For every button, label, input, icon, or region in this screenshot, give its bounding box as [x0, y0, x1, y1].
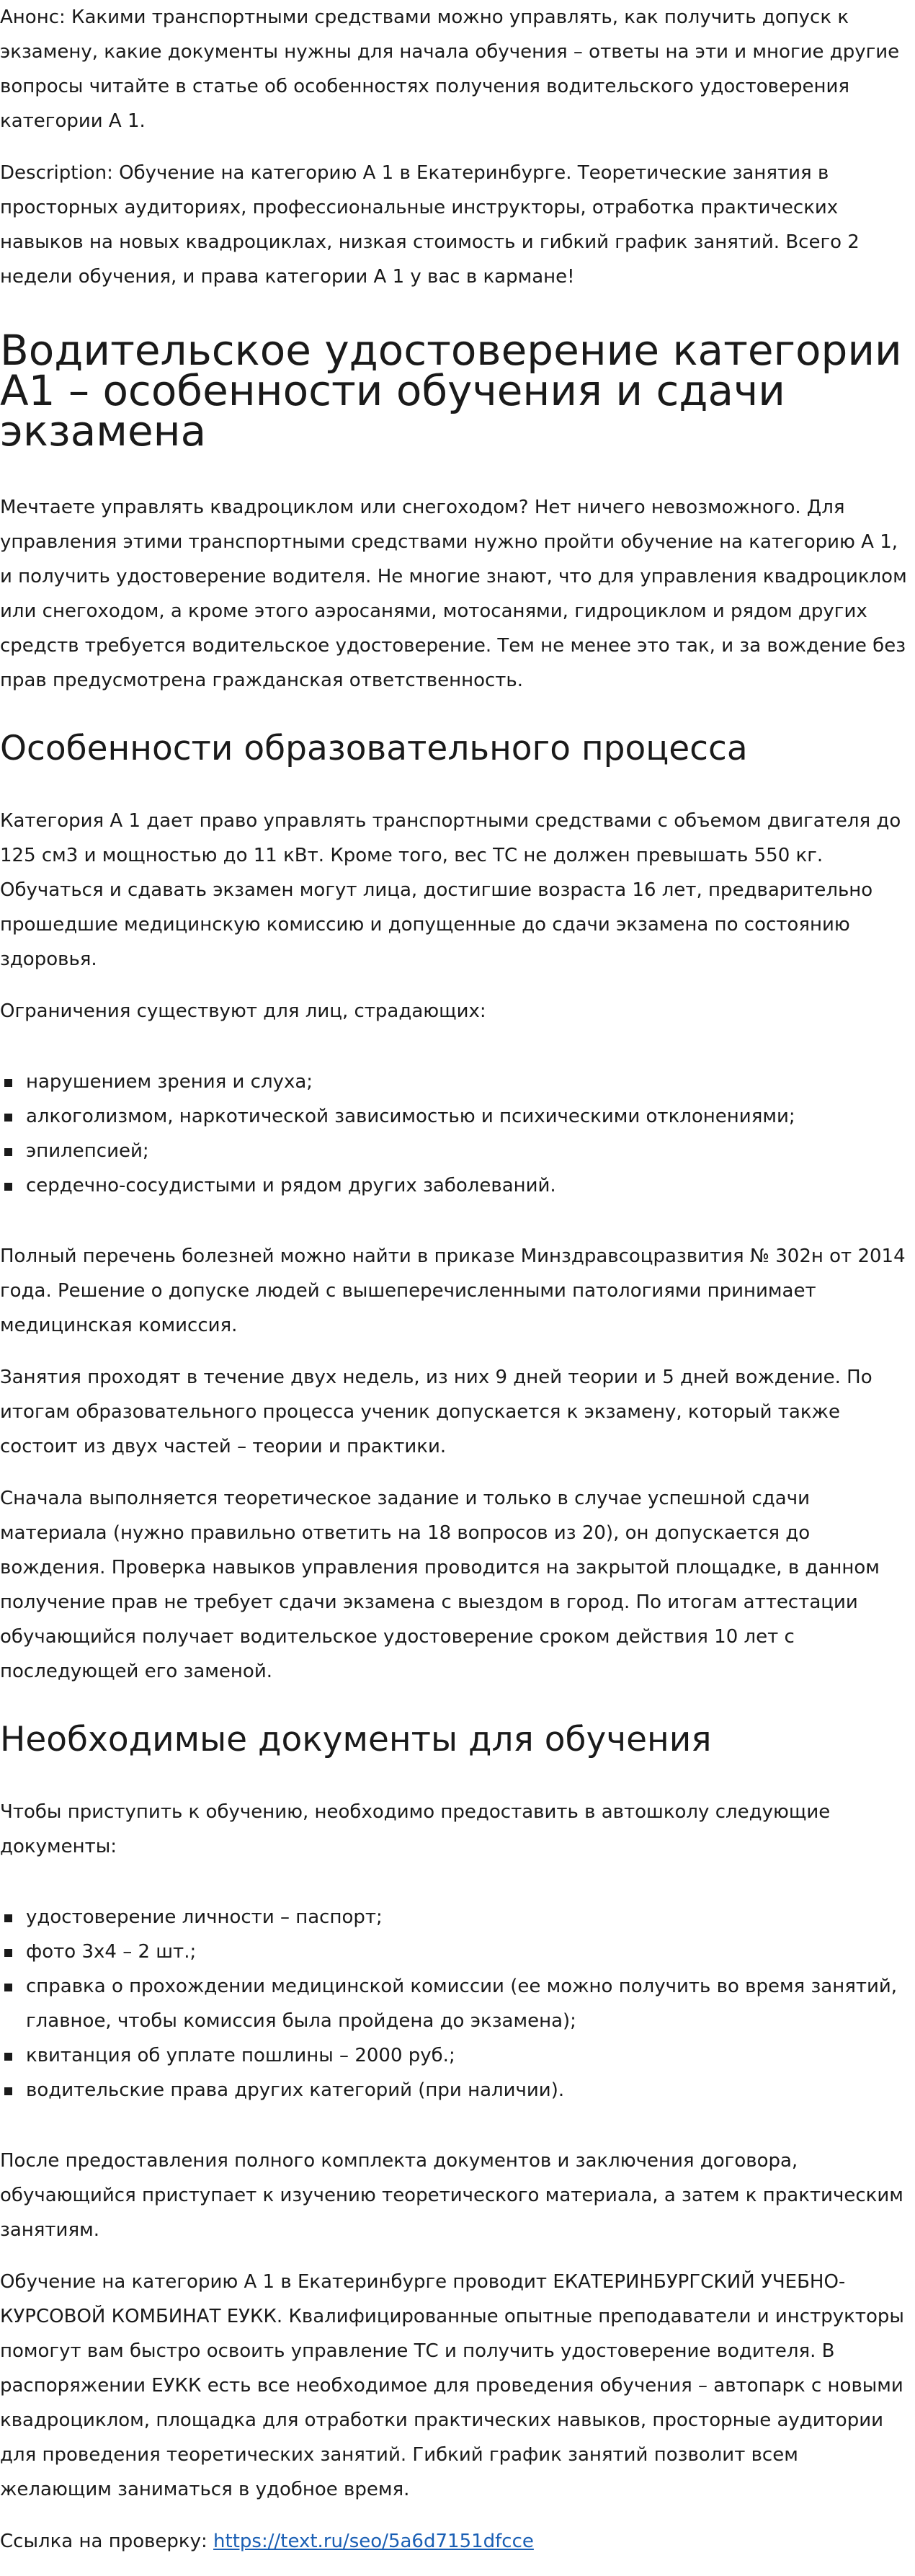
list-item-text: справка о прохождении медицинской комиссии (ее можно получить во время занятий, главное, чтобы комиссия была пройдена до экзамена); [26, 1976, 898, 2032]
list-item [0, 1065, 915, 1099]
list-item [0, 1969, 915, 2038]
description-paragraph: Description: Обучение на категорию А 1 в Екатеринбурге. Теоретические занятия в просторных аудиториях, профессиональные инструкторы, отработка практических навыков на новых квадроциклах, низкая стоимость и гибкий график занятий. Всего 2 недели обучения, и права категории А 1 у вас в кармане! [0, 162, 860, 288]
check-label: Ссылка на проверку: [0, 2531, 207, 2552]
bullet-icon [4, 1114, 12, 1122]
section2-heading: Необходимые документы для обучения [0, 1720, 712, 1759]
list-item [0, 1900, 915, 1935]
list-item-text: квитанция об уплате пошлины – 2000 руб.; [26, 2045, 455, 2066]
list-item-text: сердечно-сосудистыми и рядом других заболеваний. [26, 1175, 556, 1196]
bullet-icon [4, 1984, 12, 1991]
bullet-icon [4, 1079, 12, 1087]
intro-paragraph: Мечтаете управлять квадроциклом или снегоходом? Нет ничего невозможного. Для управления этими транспортными средствами нужно пройти обучение на категорию А 1, и получить удостоверение водителя. Не многие знают, что для управления квадроциклом или снегоходом, а кроме этого аэросанями, мотосанями, гидроциклом и рядом других средств требуется водительское удостоверение. Тем не менее это так, и за вождение без прав предусмотрена гражданская ответственность. [0, 497, 907, 691]
list-item [0, 1935, 915, 1969]
section1-heading: Особенности образовательного процесса [0, 729, 748, 768]
section2-paragraph-1: Чтобы приступить к обучению, необходимо предоставить в автошколу следующие документы: [0, 1801, 831, 1857]
list-item-text: удостоверение личности – паспорт; [26, 1906, 383, 1928]
list-item-text: нарушением зрения и слуха; [26, 1071, 313, 1093]
list-item [0, 1099, 915, 1134]
check-line [0, 2524, 915, 2559]
section2-paragraph-3: Обучение на категорию А 1 в Екатеринбурге проводит ЕКАТЕРИНБУРГСКИЙ УЧЕБНО-КУРСОВОЙ КОМБИНАТ ЕУКК. Квалифицированные опытные преподаватели и инструкторы помогут вам быстро освоить управление ТС и получить удостоверение водителя. В распоряжении ЕУКК есть все необходимое для проведения обучения – автопарк с новыми квадроциклом, площадка для отработки практических навыков, просторные аудитории для проведения теоретических занятий. Гибкий график занятий позволит всем желающим заниматься в удобное время. [0, 2271, 904, 2500]
section2-paragraph-2: После предоставления полного комплекта документов и заключения договора, обучающийся приступает к изучению теоретического материала, а затем к практическим занятиям. [0, 2150, 903, 2241]
section1-paragraph-3: Полный перечень болезней можно найти в приказе Минздравсоцразвития № 302н от 2014 года. Решение о допуске людей с вышеперечисленными патологиями принимает медицинская комиссия. [0, 1245, 906, 1336]
list-item [0, 2038, 915, 2073]
list-item-text: водительские права других категорий (при наличии). [26, 2079, 565, 2101]
section1-paragraph-2: Ограничения существуют для лиц, страдающих: [0, 1000, 486, 1022]
list-item [0, 1168, 915, 1203]
list-item-text: алкоголизмом, наркотической зависимостью и психическими отклонениями; [26, 1106, 795, 1127]
section1-paragraph-5: Сначала выполняется теоретическое задание и только в случае успешной сдачи материала (нужно правильно ответить на 18 вопросов из 20), он допускается до вождения. Проверка навыков управления проводится на закрытой площадке, в данном получение прав не требует сдачи экзамена с выездом в город. По итогам аттестации обучающийся получает водительское удостоверение сроком действия 10 лет с последующей его заменой. [0, 1488, 880, 1682]
list-item [0, 1134, 915, 1168]
list-item-text: эпилепсией; [26, 1140, 149, 1162]
section1-paragraph-1: Категория А 1 дает право управлять транспортными средствами с объемом двигателя до 125 см3 и мощностью до 11 кВт. Кроме того, вес ТС не должен превышать 550 кг. Обучаться и сдавать экзамен могут лица, достигшие возраста 16 лет, предварительно прошедшие медицинскую комиссию и допущенные до сдачи экзамена по состоянию здоровья. [0, 810, 901, 970]
announce-paragraph: Анонс: Какими транспортными средствами можно управлять, как получить допуск к экзамену, какие документы нужны для начала обучения – ответы на эти и многие другие вопросы читайте в статье об особенностях получения водительского удостоверения категории А 1. [0, 6, 900, 132]
section1-paragraph-4: Занятия проходят в течение двух недель, из них 9 дней теории и 5 дней вождение. По итогам образовательного процесса ученик допускается к экзамену, который также состоит из двух частей – теории и практики. [0, 1367, 872, 1457]
bullet-icon [4, 2053, 12, 2061]
bullet-icon [4, 1148, 12, 1156]
bullet-icon [4, 1949, 12, 1957]
bullet-icon [4, 2087, 12, 2095]
documents-list [0, 1900, 915, 2108]
page-title: Водительское удостоверение категории А1 – особенности обучения и сдачи экзамена [0, 326, 902, 456]
list-item-text: фото 3х4 – 2 шт.; [26, 1941, 197, 1963]
bullet-icon [4, 1183, 12, 1191]
bullet-icon [4, 1914, 12, 1922]
restrictions-list [0, 1065, 915, 1203]
check-link[interactable]: https://text.ru/seo/5a6d7151dfcce [213, 2531, 534, 2552]
list-item [0, 2073, 915, 2108]
